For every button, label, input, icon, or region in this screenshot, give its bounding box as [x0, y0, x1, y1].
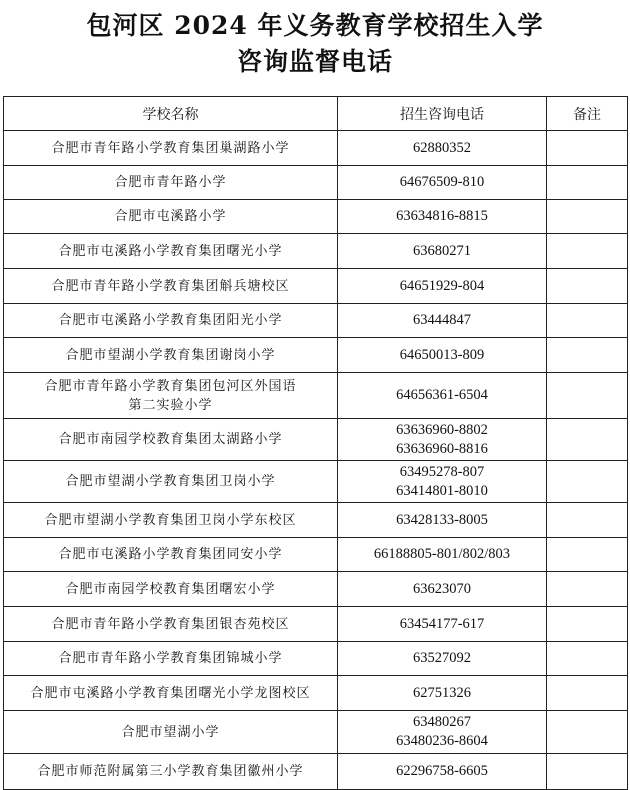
note-cell [547, 304, 628, 338]
table-row [4, 304, 628, 338]
phone-number: 63480267 [413, 714, 471, 730]
note-cell [547, 234, 628, 269]
table-row [4, 754, 628, 790]
phone-number: 63495278-807 [399, 463, 485, 480]
note-cell [547, 166, 628, 200]
phone-cell [338, 373, 547, 419]
note-cell [547, 269, 628, 304]
school-name-cell: 合肥市南园学校教育集团太湖路小学 [4, 419, 338, 461]
school-name-cell: 合肥市屯溪路小学教育集团曙光小学 [4, 234, 338, 269]
note-cell [547, 572, 628, 607]
school-name-cell: 合肥市望湖小学教育集团卫岗小学 [4, 461, 338, 503]
school-name-cell: 合肥市青年路小学教育集团银杏苑校区 [4, 607, 338, 642]
school-name-cell: 合肥市青年路小学教育集团锦城小学 [4, 642, 338, 676]
school-name-cell: 合肥市屯溪路小学教育集团同安小学 [4, 538, 338, 572]
table-row [4, 200, 628, 234]
phone-number: 63414801-8010 [396, 482, 488, 499]
school-name-cell: 合肥市望湖小学 [4, 711, 338, 754]
phone-number: 63636960-8802 [396, 421, 488, 438]
phone-cell [338, 200, 547, 234]
note-cell [547, 131, 628, 166]
note-cell [547, 503, 628, 538]
table-header-row [4, 97, 628, 131]
school-name-cell: 合肥市师范附属第三小学教育集团徽州小学 [4, 754, 338, 790]
phone-cell [338, 269, 547, 304]
table-row [4, 503, 628, 538]
header-note: 备注 [547, 97, 628, 131]
school-phone-table [3, 96, 628, 790]
school-name-cell: 合肥市屯溪路小学 [4, 200, 338, 234]
table-row [4, 711, 628, 754]
phone-number: 66188805-801/802/803 [373, 546, 511, 562]
school-name-line: 合肥市青年路小学教育集团包河区外国语 [44, 378, 297, 394]
phone-number: 63444847 [413, 312, 471, 328]
school-name-line: 第二实验小学 [128, 397, 213, 413]
phone-number: 64656361-6504 [396, 387, 488, 403]
table-row [4, 676, 628, 711]
phone-number: 64651929-804 [399, 277, 485, 294]
phone-number: 63623070 [413, 580, 471, 597]
table-row [4, 234, 628, 269]
table-row [4, 338, 628, 373]
phone-cell [338, 234, 547, 269]
school-name-cell [4, 373, 338, 419]
table-row [4, 269, 628, 304]
phone-cell [338, 131, 547, 166]
table-row [4, 419, 628, 461]
phone-cell [338, 607, 547, 642]
document-title-line-1: 包河区 2024 年义务教育学校招生入学 [86, 11, 544, 40]
school-name-cell: 合肥市屯溪路小学教育集团曙光小学龙图校区 [4, 676, 338, 711]
phone-number: 62880352 [413, 139, 471, 156]
phone-number: 63480236-8604 [396, 733, 488, 749]
table-row [4, 373, 628, 419]
table-row [4, 572, 628, 607]
school-name-cell: 合肥市望湖小学教育集团卫岗小学东校区 [4, 503, 338, 538]
table-row [4, 166, 628, 200]
phone-number: 63454177-617 [399, 615, 485, 632]
phone-number: 63636960-8816 [396, 440, 488, 457]
note-cell [547, 538, 628, 572]
phone-number: 62296758-6605 [396, 763, 488, 779]
document-title-line-2: 咨询监督电话 [236, 47, 393, 76]
phone-cell [338, 461, 547, 503]
phone-number: 63527092 [413, 650, 471, 666]
school-name-cell: 合肥市南园学校教育集团曙宏小学 [4, 572, 338, 607]
phone-cell [338, 304, 547, 338]
phone-cell [338, 338, 547, 373]
table-row [4, 607, 628, 642]
phone-cell [338, 419, 547, 461]
school-name-cell: 合肥市望湖小学教育集团谢岗小学 [4, 338, 338, 373]
table-row [4, 131, 628, 166]
phone-cell [338, 676, 547, 711]
phone-cell [338, 754, 547, 790]
phone-number: 63634816-8815 [396, 208, 488, 224]
table-row [4, 461, 628, 503]
note-cell [547, 711, 628, 754]
phone-number: 64650013-809 [399, 346, 485, 363]
phone-cell [338, 642, 547, 676]
note-cell [547, 461, 628, 503]
school-name-cell: 合肥市青年路小学教育集团巢湖路小学 [4, 131, 338, 166]
phone-number: 63428133-8005 [396, 511, 488, 528]
note-cell [547, 373, 628, 419]
school-name-cell: 合肥市青年路小学 [4, 166, 338, 200]
note-cell [547, 676, 628, 711]
table-row [4, 538, 628, 572]
phone-cell [338, 538, 547, 572]
note-cell [547, 419, 628, 461]
note-cell [547, 200, 628, 234]
phone-number: 63680271 [413, 242, 471, 259]
phone-cell [338, 503, 547, 538]
phone-number: 64676509-810 [399, 174, 485, 190]
phone-cell [338, 166, 547, 200]
note-cell [547, 338, 628, 373]
phone-number: 62751326 [413, 684, 471, 701]
phone-cell [338, 572, 547, 607]
school-name-cell: 合肥市青年路小学教育集团斛兵塘校区 [4, 269, 338, 304]
header-school-name: 学校名称 [4, 97, 338, 131]
phone-cell [338, 711, 547, 754]
table-row [4, 642, 628, 676]
note-cell [547, 607, 628, 642]
school-name-cell: 合肥市屯溪路小学教育集团阳光小学 [4, 304, 338, 338]
header-phone: 招生咨询电话 [338, 97, 547, 131]
note-cell [547, 754, 628, 790]
note-cell [547, 642, 628, 676]
